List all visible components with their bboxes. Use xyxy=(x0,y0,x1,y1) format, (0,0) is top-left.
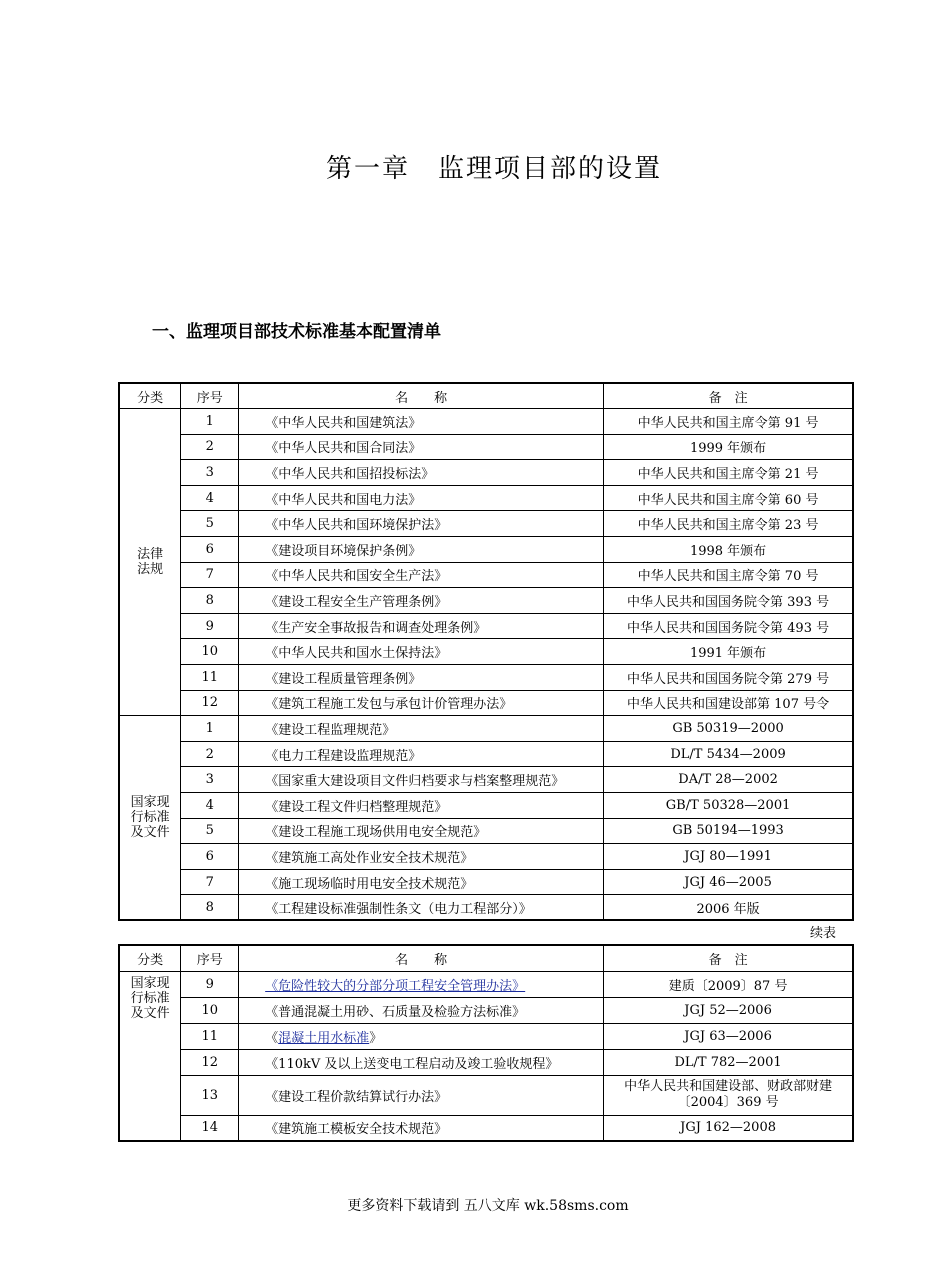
row-note: 中华人民共和国国务院令第 493 号 xyxy=(604,613,853,639)
row-index: 8 xyxy=(181,895,239,921)
row-name: 《混凝土用水标准》 xyxy=(239,1023,604,1049)
row-name: 《电力工程建设监理规范》 xyxy=(239,741,604,767)
table-row xyxy=(119,511,853,537)
table-row xyxy=(119,997,853,1023)
row-index: 1 xyxy=(181,409,239,435)
row-name: 《建设工程文件归档整理规范》 xyxy=(239,793,604,819)
row-name: 《中华人民共和国合同法》 xyxy=(239,434,604,460)
row-note: 2006 年版 xyxy=(604,895,853,921)
row-index: 7 xyxy=(181,562,239,588)
row-index: 11 xyxy=(181,1023,239,1049)
table-row xyxy=(119,818,853,844)
header-index: 序号 xyxy=(181,383,239,409)
row-name: 《中华人民共和国招投标法》 xyxy=(239,460,604,486)
row-index: 8 xyxy=(181,588,239,614)
table-header-row xyxy=(119,383,853,409)
row-name: 《建筑施工模板安全技术规范》 xyxy=(239,1115,604,1141)
row-note: 中华人民共和国主席令第 23 号 xyxy=(604,511,853,537)
table-row xyxy=(119,767,853,793)
row-name-link[interactable]: 《危险性较大的分部分项工程安全管理办法》 xyxy=(239,971,604,997)
row-index: 10 xyxy=(181,997,239,1023)
row-index: 1 xyxy=(181,716,239,742)
row-index: 2 xyxy=(181,434,239,460)
table-row xyxy=(119,741,853,767)
table-row xyxy=(119,613,853,639)
row-index: 7 xyxy=(181,869,239,895)
row-note: 中华人民共和国主席令第 60 号 xyxy=(604,485,853,511)
row-note: 中华人民共和国建设部第 107 号令 xyxy=(604,690,853,716)
row-name: 《建设工程价款结算试行办法》 xyxy=(239,1075,604,1115)
row-name-link[interactable]: 混凝土用水标准 xyxy=(278,1030,370,1046)
header-name: 名 称 xyxy=(239,383,604,409)
table-row xyxy=(119,588,853,614)
row-index: 3 xyxy=(181,767,239,793)
row-note: 1998 年颁布 xyxy=(604,537,853,563)
table-row xyxy=(119,665,853,691)
row-note: 中华人民共和国主席令第 70 号 xyxy=(604,562,853,588)
table-row xyxy=(119,460,853,486)
table-row xyxy=(119,1075,853,1115)
table-row xyxy=(119,895,853,921)
table-row xyxy=(119,844,853,870)
footer-text: 更多资料下载请到 五八文库 wk.58sms.com xyxy=(347,1198,629,1214)
table-row xyxy=(119,537,853,563)
table-row xyxy=(119,793,853,819)
row-name: 《中华人民共和国建筑法》 xyxy=(239,409,604,435)
row-index: 4 xyxy=(181,793,239,819)
table-row xyxy=(119,690,853,716)
row-name: 《中华人民共和国安全生产法》 xyxy=(239,562,604,588)
row-name: 《建筑施工高处作业安全技术规范》 xyxy=(239,844,604,870)
row-note: DA/T 28—2002 xyxy=(604,767,853,793)
table-row xyxy=(119,434,853,460)
table-row xyxy=(119,716,853,742)
table-row xyxy=(119,869,853,895)
row-note: GB 50319—2000 xyxy=(604,716,853,742)
category-cell: 国家现 行标准 及文件 xyxy=(119,716,181,921)
category-cell: 法律 法规 xyxy=(119,409,181,716)
row-note: 1999 年颁布 xyxy=(604,434,853,460)
table-row xyxy=(119,971,853,997)
row-name: 《生产安全事故报告和调查处理条例》 xyxy=(239,613,604,639)
row-note: 建质〔2009〕87 号 xyxy=(604,971,853,997)
row-note: GB/T 50328—2001 xyxy=(604,793,853,819)
table-row xyxy=(119,485,853,511)
row-index: 5 xyxy=(181,511,239,537)
section-heading: 一、监理项目部技术标准基本配置清单 xyxy=(152,322,441,342)
header-index: 序号 xyxy=(181,945,239,971)
table-row xyxy=(119,1115,853,1141)
table-row xyxy=(119,562,853,588)
table-row xyxy=(119,409,853,435)
row-note: 中华人民共和国建设部、财政部财建 〔2004〕369 号 xyxy=(604,1075,853,1115)
table-header-row xyxy=(119,945,853,971)
row-note: JGJ 80—1991 xyxy=(604,844,853,870)
row-note: JGJ 162—2008 xyxy=(604,1115,853,1141)
chapter-title: 第一章 监理项目部的设置 xyxy=(325,154,662,184)
row-name: 《中华人民共和国水土保持法》 xyxy=(239,639,604,665)
row-name: 《建设工程安全生产管理条例》 xyxy=(239,588,604,614)
row-note: 1991 年颁布 xyxy=(604,639,853,665)
row-note: 中华人民共和国国务院令第 393 号 xyxy=(604,588,853,614)
row-note: 中华人民共和国主席令第 21 号 xyxy=(604,460,853,486)
row-index: 11 xyxy=(181,665,239,691)
row-name: 《建筑工程施工发包与承包计价管理办法》 xyxy=(239,690,604,716)
row-index: 6 xyxy=(181,537,239,563)
row-index: 2 xyxy=(181,741,239,767)
standards-table-continued xyxy=(118,944,854,1142)
row-note: JGJ 46—2005 xyxy=(604,869,853,895)
row-note: DL/T 782—2001 xyxy=(604,1049,853,1075)
header-category: 分类 xyxy=(119,945,181,971)
table-row xyxy=(119,639,853,665)
continued-label: 续表 xyxy=(810,926,837,941)
row-index: 3 xyxy=(181,460,239,486)
row-index: 12 xyxy=(181,1049,239,1075)
row-note: JGJ 63—2006 xyxy=(604,1023,853,1049)
row-name: 《建设工程施工现场供用电安全规范》 xyxy=(239,818,604,844)
category-cell: 国家现 行标准 及文件 xyxy=(119,971,181,1141)
header-note: 备 注 xyxy=(604,945,853,971)
row-name: 《国家重大建设项目文件归档要求与档案整理规范》 xyxy=(239,767,604,793)
row-index: 10 xyxy=(181,639,239,665)
standards-table xyxy=(118,382,854,921)
row-name: 《中华人民共和国环境保护法》 xyxy=(239,511,604,537)
row-index: 13 xyxy=(181,1075,239,1115)
row-note: 中华人民共和国国务院令第 279 号 xyxy=(604,665,853,691)
row-name: 《普通混凝土用砂、石质量及检验方法标准》 xyxy=(239,997,604,1023)
row-index: 9 xyxy=(181,613,239,639)
row-note: GB 50194—1993 xyxy=(604,818,853,844)
table-row xyxy=(119,1049,853,1075)
table-row xyxy=(119,1023,853,1049)
row-index: 5 xyxy=(181,818,239,844)
header-note: 备 注 xyxy=(604,383,853,409)
row-index: 14 xyxy=(181,1115,239,1141)
row-name: 《110kV 及以上送变电工程启动及竣工验收规程》 xyxy=(239,1049,604,1075)
row-index: 4 xyxy=(181,485,239,511)
header-category: 分类 xyxy=(119,383,181,409)
row-index: 6 xyxy=(181,844,239,870)
row-name: 《施工现场临时用电安全技术规范》 xyxy=(239,869,604,895)
row-index: 9 xyxy=(181,971,239,997)
row-name: 《建设项目环境保护条例》 xyxy=(239,537,604,563)
row-note: JGJ 52—2006 xyxy=(604,997,853,1023)
row-note: DL/T 5434—2009 xyxy=(604,741,853,767)
row-name: 《工程建设标准强制性条文（电力工程部分）》 xyxy=(239,895,604,921)
row-name: 《建设工程监理规范》 xyxy=(239,716,604,742)
header-name: 名 称 xyxy=(239,945,604,971)
row-index: 12 xyxy=(181,690,239,716)
row-note: 中华人民共和国主席令第 91 号 xyxy=(604,409,853,435)
row-name: 《中华人民共和国电力法》 xyxy=(239,485,604,511)
row-name: 《建设工程质量管理条例》 xyxy=(239,665,604,691)
